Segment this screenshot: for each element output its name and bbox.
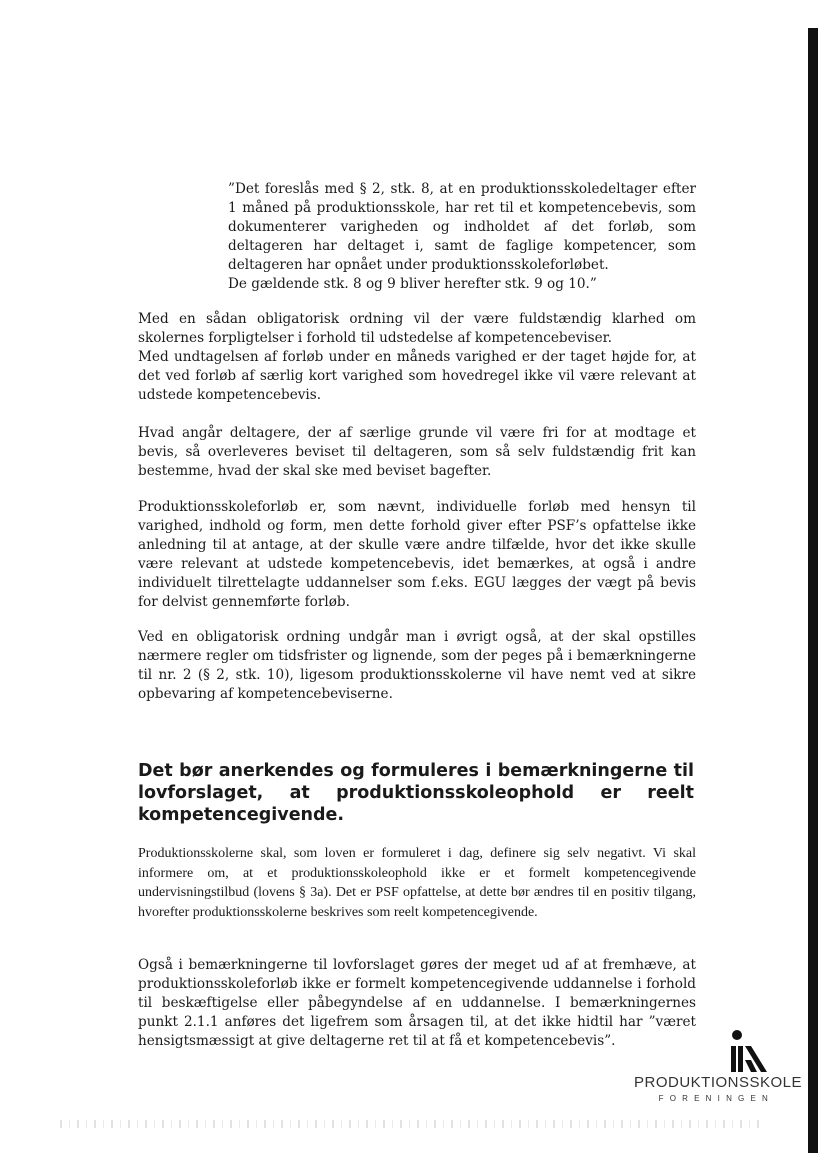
paragraph-block	[138, 424, 696, 481]
paragraph-block	[138, 956, 696, 1051]
production-school-logo-icon	[729, 1030, 769, 1074]
paragraph: Med en sådan obligatorisk ordning vil der være fuldstændig klarhed om skolernes forpligtelser i forhold til udstedelse af kompetencebeviser.	[138, 311, 696, 346]
quote-paragraph: De gældende stk. 8 og 9 bliver herefter stk. 9 og 10.”	[228, 276, 597, 292]
section-heading: Det bør anerkendes og formuleres i bemærkningerne til lovforslaget, at produktionsskoleophold er reelt kompetencegivende.	[138, 761, 694, 825]
paragraph: Produktionsskolerne skal, som loven er formuleret i dag, definere sig selv negativt. Vi skal informere om, at et produktionsskoleophold ikke er et formelt kompetencegivende undervisningstilbud (lovens § 3a). Det er PSF opfattelse, at dette bør ændres til en positiv tilgang, hvorefter produktionsskolerne beskrives som reelt kompetencegivende.	[138, 846, 696, 920]
paragraph: Ved en obligatorisk ordning undgår man i øvrigt også, at der skal opstilles nærmere regler om tidsfrister og lignende, som der peges på i bemærkningerne til nr. 2 (§ 2, stk. 10), ligesom produktionsskolerne vil have nemt ved at sikre opbevaring af kompetencebeviserne.	[138, 629, 696, 702]
paragraph-block	[138, 498, 696, 612]
paragraph: Også i bemærkningerne til lovforslaget gøres der meget ud af at fremhæve, at produktionsskoleforløb ikke er formelt kompetencegivende uddannelse i forhold til beskæftigelse eller påbegyndelse af en uddannelse. I bemærkningernes punkt 2.1.1 anføres det ligefrem som årsagen til, at det ikke hidtil har ”været hensigtsmæssigt at give deltagerne ret til at få et kompetencebevis”.	[138, 957, 696, 1049]
paragraph-block	[138, 844, 696, 922]
logo-subtitle: FORENINGEN	[658, 1094, 774, 1103]
quote-paragraph: ”Det foreslås med § 2, stk. 8, at en produktionsskoledeltager efter 1 måned på produktionsskole, har ret til et kompetencebevis, som dokumenterer varigheden og indholdet af det forløb, som deltageren har deltaget i, samt de faglige kompetencer, som deltageren har opnået under produktionsskoleforløbet.	[228, 181, 696, 273]
paragraph-block	[138, 628, 696, 704]
quoted-proposal	[228, 180, 696, 294]
paragraph-block	[138, 310, 696, 405]
scan-noise	[60, 1120, 760, 1128]
paragraph: Hvad angår deltagere, der af særlige grunde vil være fri for at modtage et bevis, så overleveres beviset til deltageren, som så selv fuldstændig frit kan bestemme, hvad der skal ske med beviset bagefter.	[138, 425, 696, 479]
paragraph: Produktionsskoleforløb er, som nævnt, individuelle forløb med hensyn til varighed, indhold og form, men dette forhold giver efter PSF’s opfattelse ikke anledning til at antage, at der skulle være andre tilfælde, hvor det ikke skulle være relevant at udstede kompetencebevis, idet bemærkes, at også i andre individuelt tilrettelagte uddannelser som f.eks. EGU lægges der vægt på bevis for delvist gennemførte forløb.	[138, 499, 696, 610]
scan-edge-bar	[808, 28, 818, 1153]
logo-name: PRODUKTIONSSKOLE	[634, 1074, 803, 1091]
paragraph: Med undtagelsen af forløb under en måneds varighed er der taget højde for, at det ved forløb af særlig kort varighed som hovedregel ikke vil være relevant at udstede kompetencebevis.	[138, 349, 696, 403]
organization-logo	[634, 1030, 803, 1110]
